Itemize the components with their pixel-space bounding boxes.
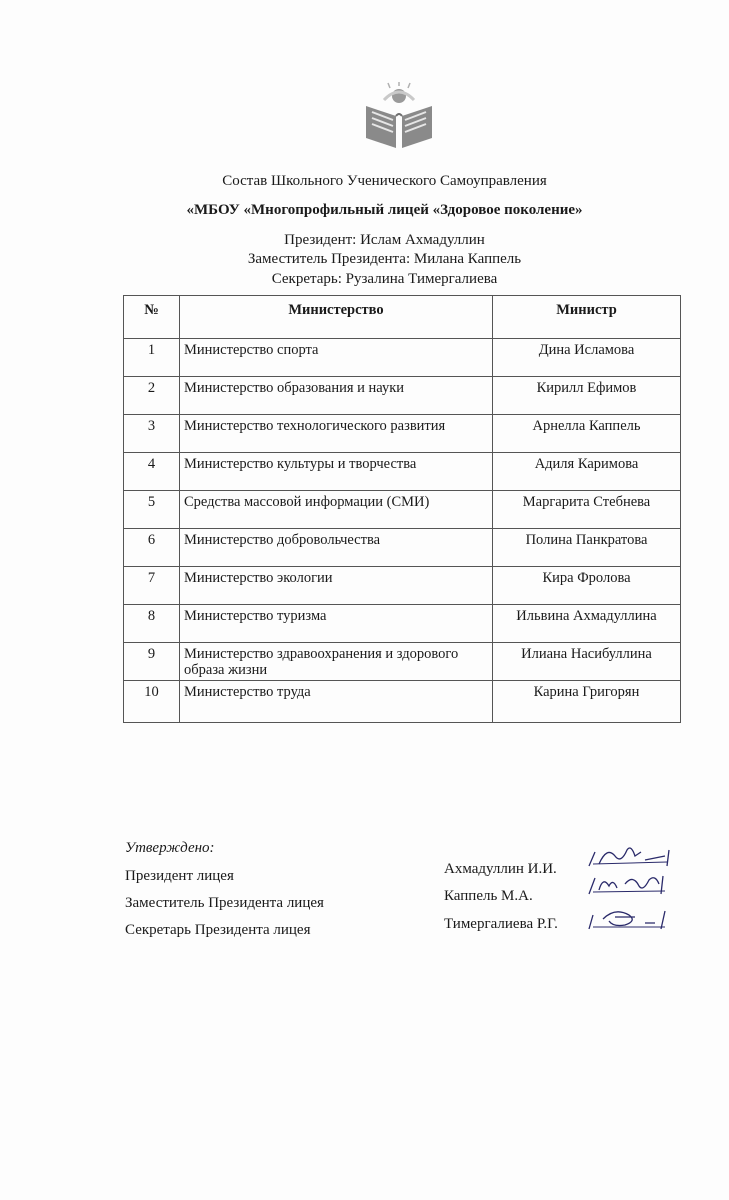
row-ministry: Министерство экологии <box>180 567 493 605</box>
row-number: 5 <box>124 491 180 529</box>
handwritten-signature-icon <box>585 905 670 931</box>
row-number: 4 <box>124 453 180 491</box>
row-minister: Илиана Насибуллина <box>493 643 681 681</box>
row-ministry: Средства массовой информации (СМИ) <box>180 491 493 529</box>
table-row <box>124 529 681 567</box>
table-header-row <box>124 296 681 339</box>
table-row <box>124 491 681 529</box>
row-number: 3 <box>124 415 180 453</box>
table-row <box>124 567 681 605</box>
row-number: 1 <box>124 339 180 377</box>
header-number: № <box>124 296 180 339</box>
signatory-name: Каппель М.А. <box>444 888 533 904</box>
row-minister: Ильвина Ахмадуллина <box>493 605 681 643</box>
row-number: 10 <box>124 681 180 723</box>
row-minister: Дина Исламова <box>493 339 681 377</box>
row-minister: Адиля Каримова <box>493 453 681 491</box>
handwritten-signature-icon <box>585 842 670 868</box>
row-minister: Кирилл Ефимов <box>493 377 681 415</box>
table-row <box>124 377 681 415</box>
table-row <box>124 681 681 723</box>
document-title: Состав Школьного Ученического Самоуправления <box>222 173 547 189</box>
table-row <box>124 643 681 681</box>
row-ministry: Министерство культуры и творчества <box>180 453 493 491</box>
signatory-name: Тимергалиева Р.Г. <box>444 916 558 932</box>
deputy-line: Заместитель Президента: Милана Каппель <box>247 251 522 267</box>
row-ministry: Министерство туризма <box>180 605 493 643</box>
row-ministry: Министерство спорта <box>180 339 493 377</box>
row-number: 7 <box>124 567 180 605</box>
row-ministry: Министерство добровольчества <box>180 529 493 567</box>
table-row <box>124 605 681 643</box>
table-row <box>124 453 681 491</box>
row-minister: Арнелла Каппель <box>493 415 681 453</box>
signatory-role: Секретарь Президента лицея <box>125 922 311 938</box>
row-minister: Кира Фролова <box>493 567 681 605</box>
header-ministry: Министерство <box>180 296 493 339</box>
president-line: Президент: Ислам Ахмадуллин <box>284 232 485 248</box>
signatory-name: Ахмадуллин И.И. <box>444 861 557 877</box>
row-number: 8 <box>124 605 180 643</box>
row-number: 9 <box>124 643 180 681</box>
table-row <box>124 415 681 453</box>
row-number: 6 <box>124 529 180 567</box>
row-ministry: Министерство образования и науки <box>180 377 493 415</box>
row-ministry: Министерство здравоохранения и здорового образа жизни <box>180 643 493 681</box>
table-row <box>124 339 681 377</box>
school-name: «МБОУ «Многопрофильный лицей «Здоровое поколение» <box>186 202 583 218</box>
secretary-line: Секретарь: Рузалина Тимергалиева <box>271 271 498 287</box>
school-logo-book-icon <box>360 82 438 152</box>
header-minister: Министр <box>493 296 681 339</box>
row-minister: Полина Панкратова <box>493 529 681 567</box>
row-ministry: Министерство труда <box>180 681 493 723</box>
row-minister: Карина Григорян <box>493 681 681 723</box>
row-number: 2 <box>124 377 180 415</box>
signatory-role: Президент лицея <box>125 868 234 884</box>
ministries-table <box>123 295 681 723</box>
row-ministry: Министерство технологического развития <box>180 415 493 453</box>
approved-label: Утверждено: <box>125 840 215 856</box>
signatory-role: Заместитель Президента лицея <box>125 895 324 911</box>
row-minister: Маргарита Стебнева <box>493 491 681 529</box>
handwritten-signature-icon <box>585 870 670 896</box>
